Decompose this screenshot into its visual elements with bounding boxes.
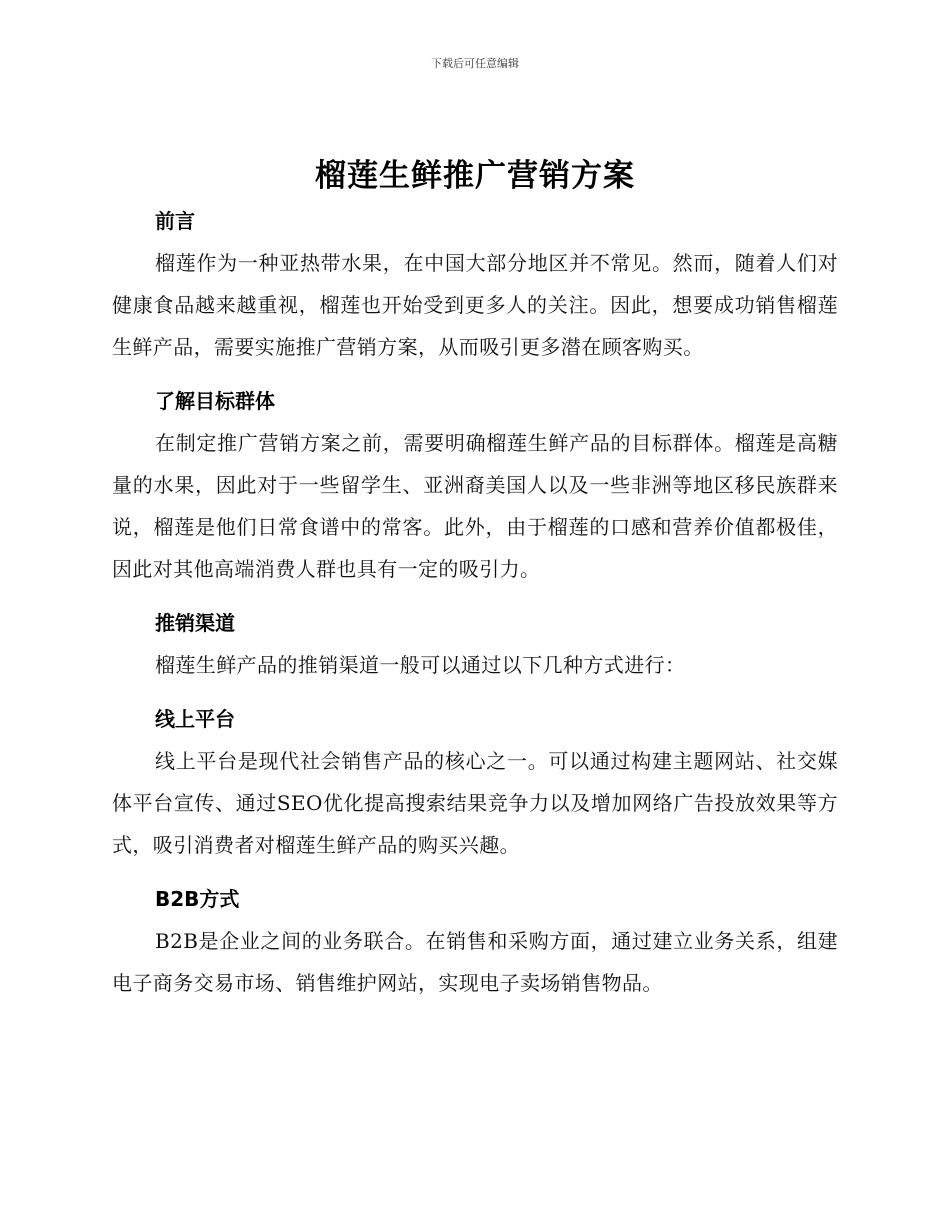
- section-channels: [112, 602, 838, 686]
- header-note: 下载后可任意编辑: [431, 57, 519, 70]
- section-paragraph: 在制定推广营销方案之前，需要明确榴莲生鲜产品的目标群体。榴莲是高糖量的水果，因此对于一些留学生、亚洲裔美国人以及一些非洲等地区移民族群来说，榴莲是他们日常食谱中的常客。此外，由于榴莲的口感和营养价值都极佳，因此对其他高端消费人群也具有一定的吸引力。: [112, 431, 838, 581]
- document-title: 榴莲生鲜推广营销方案: [315, 158, 635, 194]
- section-paragraph: B2B是企业之间的业务联合。在销售和采购方面，通过建立业务关系，组建电子商务交易市场、销售维护网站，实现电子卖场销售物品。: [112, 929, 838, 995]
- section-heading: 线上平台: [155, 707, 235, 731]
- section-paragraph: 榴莲作为一种亚热带水果，在中国大部分地区并不常见。然而，随着人们对健康食品越来越重视，榴莲也开始受到更多人的关注。因此，想要成功销售榴莲生鲜产品，需要实施推广营销方案，从而吸引更多潜在顾客购买。: [112, 251, 838, 359]
- document-body: [112, 200, 838, 1016]
- section-heading: 推销渠道: [155, 611, 235, 635]
- section-heading: B2B方式: [155, 887, 240, 911]
- section-online-platform: [112, 698, 838, 866]
- section-preface: [112, 200, 838, 368]
- section-heading: 前言: [155, 209, 195, 233]
- section-paragraph: 线上平台是现代社会销售产品的核心之一。可以通过构建主题网站、社交媒体平台宣传、通过SEO优化提高搜索结果竞争力以及增加网络广告投放效果等方式，吸引消费者对榴莲生鲜产品的购买兴趣。: [112, 749, 838, 857]
- section-b2b: [112, 878, 838, 1004]
- section-paragraph: 榴莲生鲜产品的推销渠道一般可以通过以下几种方式进行：: [155, 653, 686, 677]
- section-target-group: [112, 380, 838, 590]
- section-heading: 了解目标群体: [155, 389, 275, 413]
